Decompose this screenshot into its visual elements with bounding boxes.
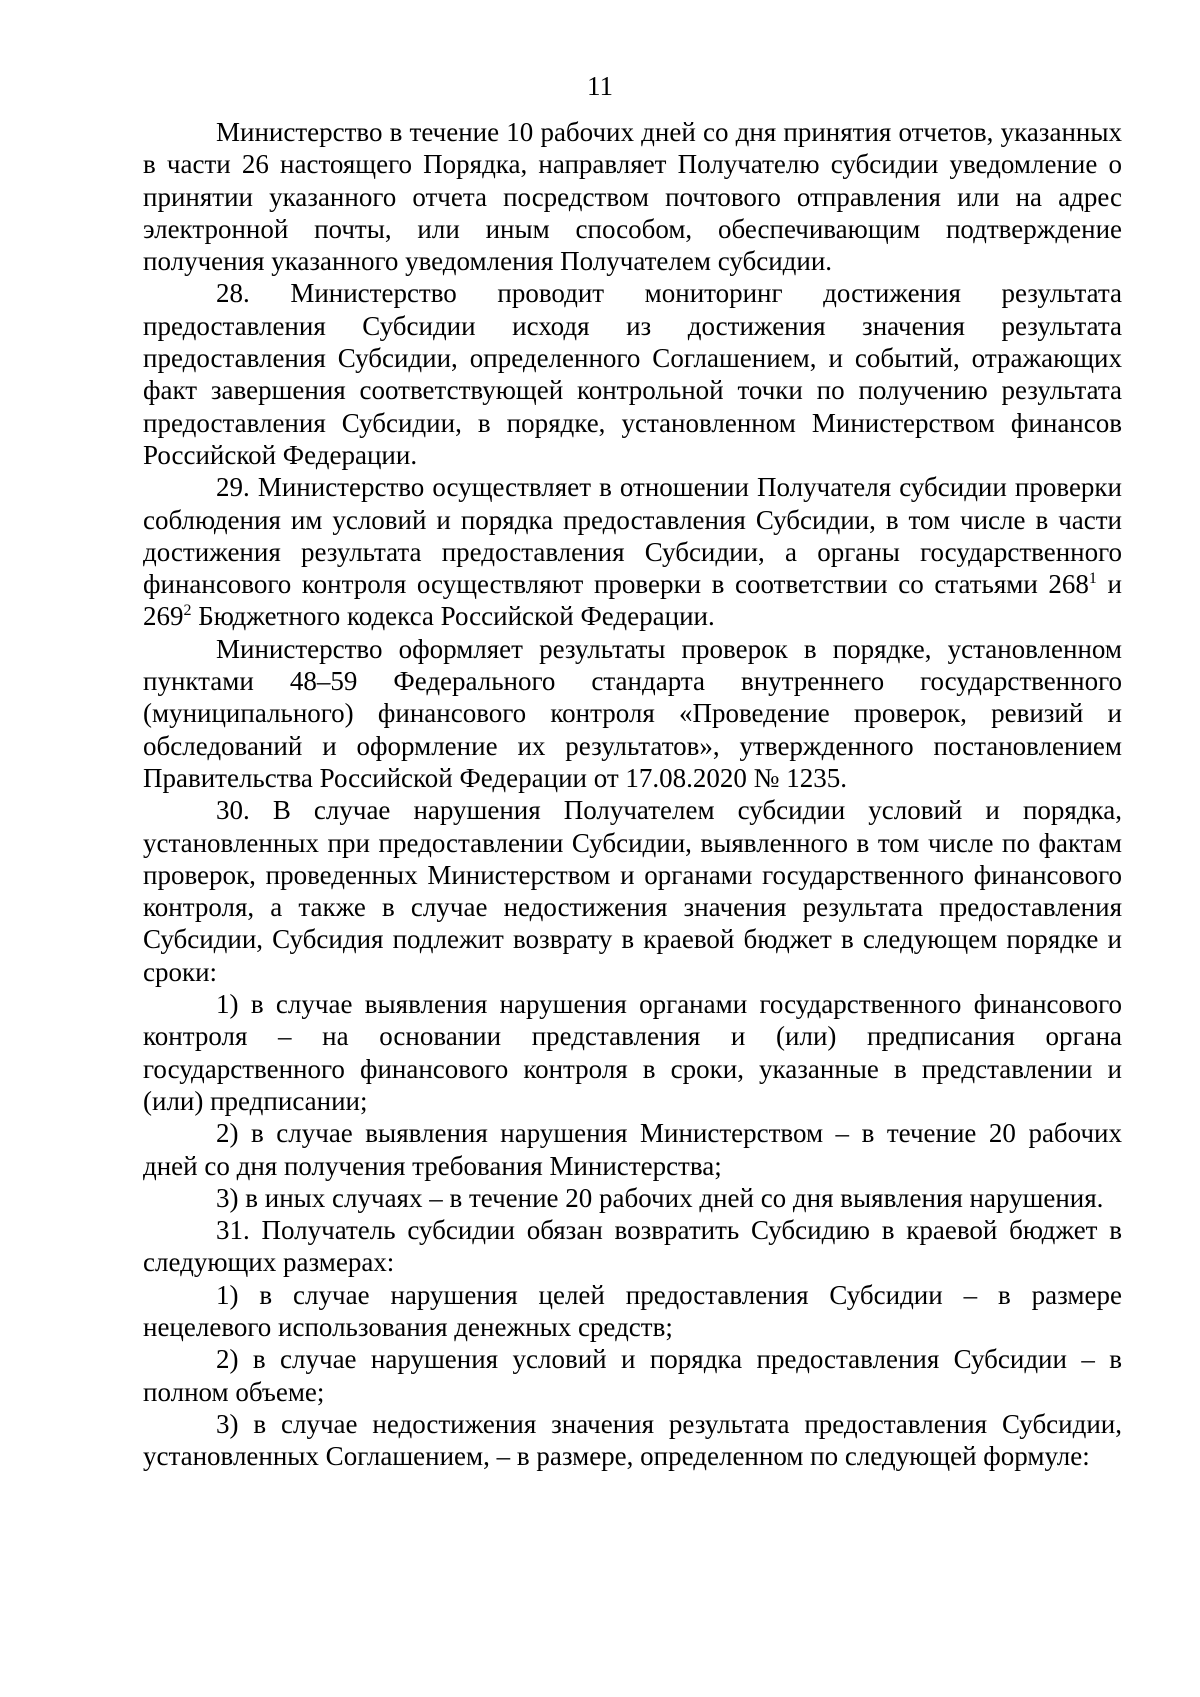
- document-body: [143, 116, 1122, 1472]
- paragraph-29-text-end: Бюджетного кодекса Российской Федерации.: [191, 601, 715, 632]
- superscript-1: 1: [1088, 570, 1097, 588]
- superscript-2: 2: [183, 602, 192, 620]
- paragraph-31-item-3: 3) в случае недостижения значения результата предоставления Субсидии, установленных Соглашением, – в размере, определенном по следующей формуле:: [143, 1408, 1122, 1472]
- paragraph-28-monitoring: 28. Министерство проводит мониторинг достижения результата предоставления Субсидии исходя из достижения значения результата предоставления Субсидии, определенного Соглашением, и событий, отражающих факт завершения соответствующей контрольной точки по получению результата предоставления Субсидии, в порядке, установленном Министерством финансов Российской Федерации.: [143, 278, 1122, 470]
- paragraph-31-item-1: 1) в случае нарушения целей предоставления Субсидии – в размере нецелевого использования денежных средств;: [143, 1279, 1122, 1342]
- paragraph-29-inspections: [143, 471, 1122, 632]
- paragraph-31-refund-amounts: 31. Получатель субсидии обязан возвратить Субсидию в краевой бюджет в следующих размерах:: [143, 1215, 1122, 1278]
- paragraph-30-item-1: 1) в случае выявления нарушения органами государственного финансового контроля – на основании представления и (или) предписания органа государственного финансового контроля в сроки, указанные в представлении и (или) предписании;: [143, 989, 1122, 1116]
- paragraph-30-item-3: 3) в иных случаях – в течение 20 рабочих дней со дня выявления нарушения.: [216, 1182, 1104, 1213]
- paragraph-report-notification: Министерство в течение 10 рабочих дней со дня принятия отчетов, указанных в части 26 настоящего Порядка, направляет Получателю субсидии уведомление о принятии указанного отчета посредством почтового отправления или на адрес электронной почты, или иным способом, обеспечивающим подтверждение получения указанного уведомления Получателем субсидии.: [143, 117, 1122, 277]
- paragraph-31-item-2: 2) в случае нарушения условий и порядка предоставления Субсидии – в полном объеме;: [143, 1344, 1122, 1407]
- paragraph-29-text-start: 29. Министерство осуществляет в отношении Получателя субсидии проверки соблюдения им условий и порядка предоставления Субсидии, в том числе в части достижения результата предоставления Субсидии, а органы государственного финансового контроля осуществляют проверки в соответствии со статьями 268: [143, 472, 1122, 600]
- paragraph-inspection-results: Министерство оформляет результаты проверок в порядке, установленном пунктами 48–59 Федерального стандарта внутреннего государственного (муниципального) финансового контроля «Проведение проверок, ревизий и обследований и оформление их результатов», утвержденного постановлением Правительства Российской Федерации от 17.08.2020 № 1235.: [143, 633, 1122, 793]
- paragraph-29-text-middle: и 269: [143, 569, 1122, 632]
- paragraph-30-item-2: 2) в случае выявления нарушения Министерством – в течение 20 рабочих дней со дня получения требования Министерства;: [143, 1118, 1122, 1181]
- paragraph-30-refund-cases: 30. В случае нарушения Получателем субсидии условий и порядка, установленных при предоставлении Субсидии, выявленного в том числе по фактам проверок, проведенных Министерством и органами государственного финансового контроля, а также в случае недостижения значения результата предоставления Субсидии, Субсидия подлежит возврату в краевой бюджет в следующем порядке и сроки:: [143, 795, 1122, 987]
- page-number: 11: [587, 71, 613, 101]
